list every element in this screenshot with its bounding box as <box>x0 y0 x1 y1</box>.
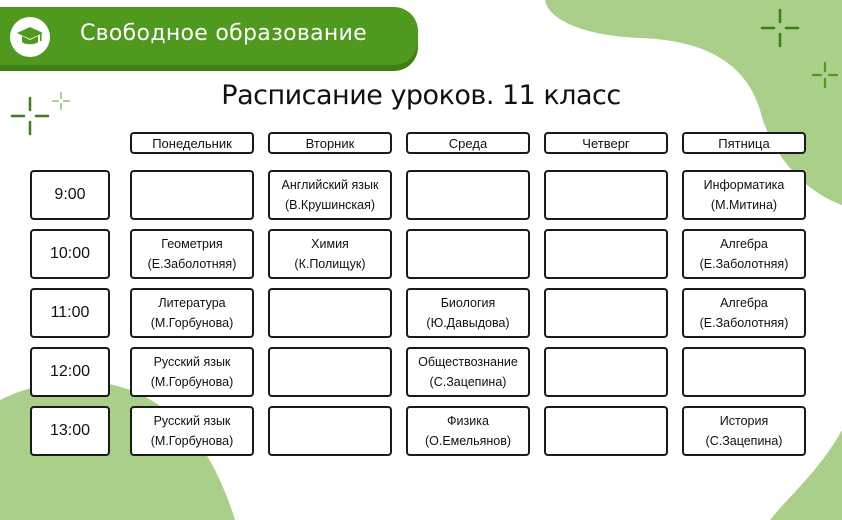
lesson-cell <box>406 288 530 338</box>
teacher: (С.Зацепина) <box>705 434 783 448</box>
lesson-cell <box>682 170 806 220</box>
lesson-cell <box>406 170 530 220</box>
lesson-cell <box>268 229 392 279</box>
teacher: (М.Митина) <box>710 198 778 212</box>
time-slot: 12:00 <box>30 347 110 397</box>
day-header: Среда <box>406 132 530 154</box>
lesson-cell <box>544 406 668 456</box>
header-bar <box>0 7 418 65</box>
teacher: (В.Крушинская) <box>284 198 376 212</box>
logo <box>10 17 50 57</box>
lesson-cell <box>268 170 392 220</box>
lesson-cell <box>682 347 806 397</box>
lesson-cell <box>130 288 254 338</box>
brand-name: Свободное образование <box>80 21 367 46</box>
subject: Биология <box>440 296 496 310</box>
time-slot: 10:00 <box>30 229 110 279</box>
teacher: (К.Полищук) <box>294 257 366 271</box>
subject: Алгебра <box>720 237 768 251</box>
lesson-cell <box>682 288 806 338</box>
time-slot: 11:00 <box>30 288 110 338</box>
time-slot: 13:00 <box>30 406 110 456</box>
subject: Литература <box>158 296 226 310</box>
subject: Русский язык <box>153 355 231 369</box>
lesson-cell <box>130 229 254 279</box>
subject: Информатика <box>703 178 785 192</box>
subject: Обществознание <box>418 355 518 369</box>
lesson-cell <box>406 229 530 279</box>
lesson-cell <box>268 288 392 338</box>
day-header: Вторник <box>268 132 392 154</box>
teacher: (О.Емельянов) <box>424 434 512 448</box>
teacher: (Е.Заболотняя) <box>699 316 789 330</box>
lesson-cell <box>682 229 806 279</box>
lesson-cell <box>682 406 806 456</box>
day-header: Понедельник <box>130 132 254 154</box>
teacher: (М.Горбунова) <box>150 434 234 448</box>
teacher: (Ю.Давыдова) <box>426 316 510 330</box>
time-slot: 9:00 <box>30 170 110 220</box>
subject: Физика <box>447 414 489 428</box>
day-header: Четверг <box>544 132 668 154</box>
teacher: (М.Горбунова) <box>150 375 234 389</box>
subject: Русский язык <box>153 414 231 428</box>
subject: Алгебра <box>720 296 768 310</box>
teacher: (Е.Заболотняя) <box>699 257 789 271</box>
graduation-cap-icon <box>16 26 44 48</box>
subject: Химия <box>311 237 349 251</box>
teacher: (С.Зацепина) <box>429 375 507 389</box>
lesson-cell <box>544 288 668 338</box>
teacher: (Е.Заболотняя) <box>147 257 237 271</box>
lesson-cell <box>406 347 530 397</box>
subject: Геометрия <box>161 237 223 251</box>
subject: Английский язык <box>281 178 379 192</box>
lesson-cell <box>130 406 254 456</box>
lesson-cell <box>544 347 668 397</box>
lesson-cell <box>268 406 392 456</box>
lesson-cell <box>130 170 254 220</box>
lesson-cell <box>544 170 668 220</box>
teacher: (М.Горбунова) <box>150 316 234 330</box>
page-title: Расписание уроков. 11 класс <box>221 80 621 111</box>
lesson-cell <box>406 406 530 456</box>
subject: История <box>719 414 769 428</box>
day-header: Пятница <box>682 132 806 154</box>
sparkle-icon <box>760 8 800 48</box>
lesson-cell <box>268 347 392 397</box>
lesson-cell <box>544 229 668 279</box>
lesson-cell <box>130 347 254 397</box>
